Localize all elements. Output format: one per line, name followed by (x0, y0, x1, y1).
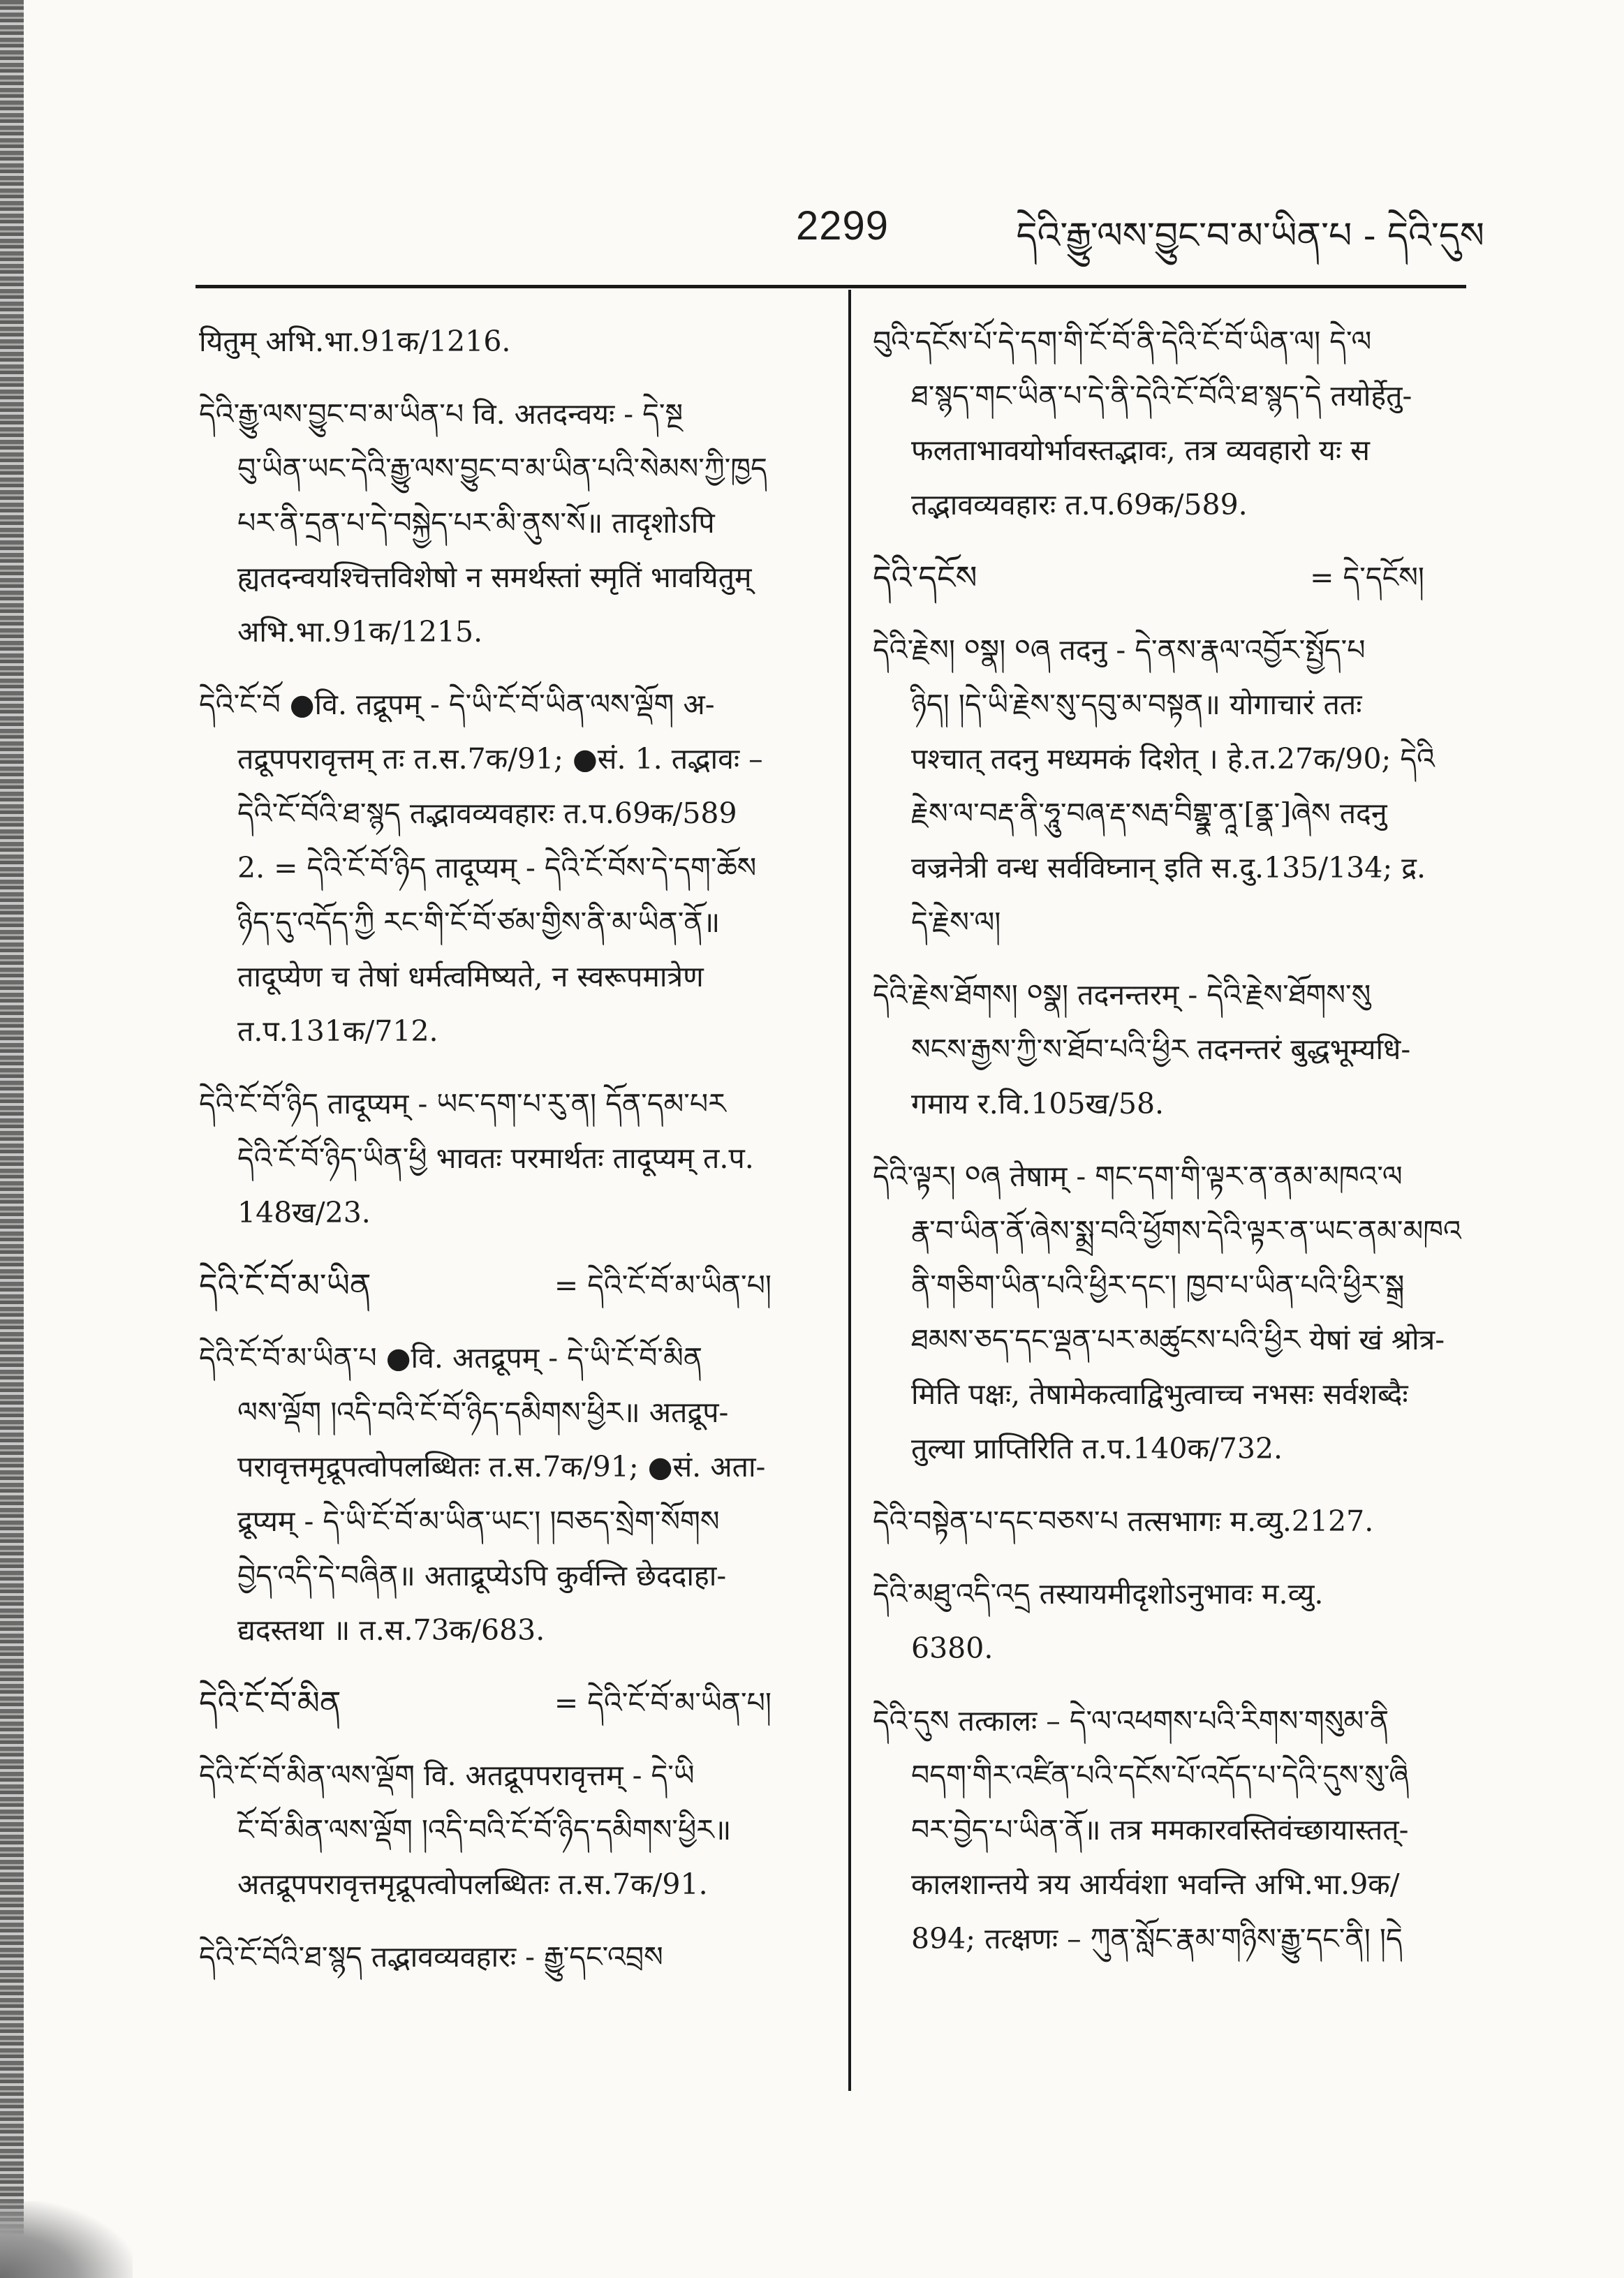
entry-line: तादूप्येण च तेषां धर्मत्वमिष्यते, न स्वरूपमात्रेण (237, 960, 704, 993)
cross-reference (199, 1258, 827, 1312)
entry-line: तद्रूपपरावृत्तम् तः त.स.7क/91; ●सं. 1. तद्भावः – (237, 742, 763, 776)
dictionary-entry (199, 1077, 827, 1240)
page-number: 2299 (796, 203, 889, 249)
entry-line: བདག་གིར་འཛིན་པའི་དངོས་པོ་འདོད་པ་དེའི་དུས་སུ་ཞི (911, 1759, 1409, 1792)
dictionary-entry (873, 1149, 1480, 1476)
dictionary-entry (873, 1494, 1480, 1548)
dictionary-entry (873, 314, 1480, 532)
entry-line: अतद्रूपपरावृत्तमृद्रूपत्वोपलब्धितः त.स.7क/91. (237, 1867, 708, 1901)
entry-line: पश्चात् तदनु मध्यमकं दिशेत् । हे.त.27क/90; དེའི (911, 742, 1435, 776)
column-divider (848, 290, 851, 2091)
entry-line: ह्यतदन्वयश्चित्तविशेषो न समर्थस्तां स्मृतिं भावयितुम् (237, 561, 752, 594)
entry-line: དེའི་རྗེས་ཐོགས། ༠སྣ། तदनन्तरम् - དེའི་རྗེས་ཐོགས་སུ (873, 978, 1371, 1012)
entry-line: རྣ་བ་ཡིན་ནོ་ཞེས་སྨྲ་བའི་ཕྱོགས་དེའི་ལྟར་ན་ཡང་ནམ་མཁའ (911, 1214, 1461, 1248)
entry-line: དེའི་བསྟེན་པ་དང་བཅས་པ तत्सभागः म.व्यु.2127. (873, 1504, 1374, 1538)
entry-line: कालशान्तये त्रय आर्यवंशा भवन्ति अभि.भा.9क/ (911, 1867, 1400, 1901)
entry-line: རྗེས་ལ་བརྡ་ནི་ཧཱུ་བཞ་རྡ་སརྦ་བིགྷྣ་ནཱ་[ནྣ་]ཞེས तदनु (911, 797, 1387, 830)
entry-line: ཉིད་དུ་འདོད་ཀྱི རང་གི་ངོ་བོ་ཙམ་གྱིས་ནི་མ་ཡིན་ནོ॥ (237, 905, 721, 939)
entry-line: དེའི་ངོ་བོའི་ཐ་སྙད तद्भावव्यवहारः त.प.69क/589 (237, 797, 737, 830)
left-column (199, 314, 827, 2002)
running-head: དེའི་རྒྱུ་ལས་བྱུང་བ་མ་ཡིན་པ - དེའི་དུས (1016, 215, 1484, 257)
entry-line: བར་བྱེད་པ་ཡིན་ནོ॥ तत्र ममकारवस्तिवंच्छायास्तत्- (911, 1813, 1409, 1847)
entry-line: སངས་རྒྱས་ཀྱི་ས་ཐོབ་པའི་ཕྱིར तदनन्तरं बुद्धभूम्यधि- (911, 1033, 1411, 1066)
cross-reference-target: = དེའི་ངོ་བོ་མ་ཡིན་པ། (554, 1686, 772, 1719)
dictionary-entry (873, 968, 1480, 1131)
entry-line: त.प.131क/712. (237, 1014, 438, 1048)
entry-line: मिति पक्षः, तेषामेकत्वाद्विभुत्वाच्च नभसः सर्वशब्दैः (911, 1377, 1408, 1411)
entry-headword: དེའི་ངོ་བོ་མ་ཡིན (199, 1266, 371, 1304)
dictionary-entry (873, 1567, 1480, 1676)
entry-line: བྱེད་འདི་དེ་བཞིན॥ अताद्रूप्येऽपि कुर्वन्ति छेददाहा- (237, 1559, 727, 1592)
entry-line: ཉིད། །དེ་ཡི་རྗེས་སུ་དབུ་མ་བསྟན॥ योगाचारं ततः (911, 688, 1362, 721)
dictionary-entry (199, 1748, 827, 1911)
entry-line: དེའི་ངོ་བོ ●वि. तद्रूपम् - དེ་ཡི་ངོ་བོ་ཡིན་ལས་ལྡོག अ- (199, 688, 715, 721)
entry-line: अभि.भा.91क/1215. (237, 615, 483, 649)
entry-line: ཐ་སྙད་གང་ཡིན་པ་དེ་ནི་དེའི་ངོ་བོའི་ཐ་སྙད་དེ तयोर्हेतु- (911, 379, 1412, 413)
entry-line: བུ་ཡིན་ཡང་དེའི་རྒྱུ་ལས་བྱུང་བ་མ་ཡིན་པའི་སེམས་ཀྱི་ཁྱད (237, 452, 767, 485)
entry-line: 2. = དེའི་ངོ་བོ་ཉིད तादूप्यम् - དེའི་ངོ་བོས་དེ་དག་ཆོས (237, 851, 757, 885)
entry-line: དེའི་ངོ་བོ་མ་ཡིན་པ ●वि. अतद्रूपम् - དེ་ཡི་ངོ་བོ་མིན (199, 1341, 703, 1375)
dictionary-entry (873, 623, 1480, 949)
entry-line: 894; तत्क्षणः – ཀུན་སློང་རྣམ་གཉིས་རྒྱུ་དང་ནི། །དེ (911, 1922, 1403, 1955)
dictionary-entry (199, 1331, 827, 1657)
dictionary-entry (873, 550, 1480, 605)
entry-line: དེའི་རྗེས། ༠སྣ། ༠ཞ तदनु - དེ་ནས་རྣལ་འབྱོར་སྤྱོད་པ (873, 633, 1366, 667)
entry-line: དེའི་མཐུ་འདི་འདྲ तस्यायमीदृशोऽनुभावः म.व्यु. (873, 1577, 1324, 1611)
entry-line: तद्भावव्यवहारः त.प.69क/589. (911, 488, 1248, 522)
right-column (873, 314, 1480, 1984)
entry-line: དེའི་ངོ་བོའི་ཐ་སྙད तद्भावव्यवहारः - རྒྱུ་དང་འབྲས (199, 1940, 663, 1974)
entry-line: परावृत्तमृद्रूपत्वोपलब्धितः त.स.7क/91; ●सं. अता- (237, 1450, 766, 1484)
entry-line: तुल्या प्राप्तिरिति त.प.140क/732. (911, 1432, 1283, 1465)
entry-line: དེའི་རྒྱུ་ལས་བྱུང་བ་མ་ཡིན་པ वि. अतदन्वयः - དེ་སྔ (199, 397, 684, 431)
scan-binding-edge (0, 0, 24, 2278)
entry-line: དེའི་ངོ་བོ་ཉིད तादूप्यम् - ཡང་དག་པ་རུ་ན། དོན་དམ་པར (199, 1087, 726, 1120)
entry-line: དེའི་དུས तत्कालः – དེ་ལ་འཕགས་པའི་རིགས་གསུམ་ནི (873, 1704, 1389, 1738)
cross-reference (199, 1676, 827, 1730)
cross-reference (873, 550, 1480, 605)
dictionary-entry (199, 1258, 827, 1312)
entry-line: 148ख/23. (237, 1196, 371, 1229)
entry-line: द्रूप्यम् - དེ་ཡི་ངོ་བོ་མ་ཡིན་ཡང་། །བཅད་སྲེག་སོགས (237, 1504, 720, 1538)
entry-line: द्यदस्तथा ॥ त.स.73क/683. (237, 1613, 545, 1647)
entry-line: དེ་རྗེས་ལ། (911, 905, 1001, 939)
dictionary-entry (199, 1930, 827, 1984)
entry-headword: དེའི་དངོས (873, 559, 977, 596)
entry-line: པར་ནི་དྲན་པ་དེ་བསྐྱེད་པར་མི་ནུས་སོ॥ तादृशोऽपि (237, 506, 715, 540)
entry-line: ངོ་བོ་མིན་ལས་ལྡོག །འདི་བའི་ངོ་བོ་ཉིད་དམིགས་ཕྱིར॥ (237, 1813, 732, 1847)
entry-line: ལས་ལྡོག །འདི་བའི་ངོ་བོ་ཉིད་དམིགས་ཕྱིར॥ अतद्रूप- (237, 1396, 729, 1429)
entry-line: དེའི་ངོ་བོ་ཉིད་ཡིན་ཕྱི भावतः परमार्थतः तादूप्यम् त.प. (237, 1141, 754, 1175)
entry-line: फलताभावयोर्भावस्तद्भावः, तत्र व्यवहारो यः स (911, 434, 1370, 467)
entry-line: བུའི་དངོས་པོ་དེ་དག་གི་ངོ་བོ་ནི་དེའི་ངོ་བོ་ཡིན་ལ། དེ་ལ (873, 325, 1372, 358)
cross-reference-target: = དེ་དངོས། (1310, 561, 1424, 594)
entry-line: 6380. (911, 1632, 994, 1665)
dictionary-entry (199, 314, 827, 369)
entry-line: ཐམས་ཅད་དང་ལྡན་པར་མཚུངས་པའི་ཕྱིར येषां खं श्रोत्र- (911, 1323, 1445, 1356)
entry-line: यितुम् अभि.भा.91क/1216. (199, 325, 511, 358)
entry-line: वज्रनेत्री वन्ध सर्वविघ्नान् इति स.दु.135/134; द्र. (911, 851, 1426, 885)
header-rule (195, 285, 1466, 288)
entry-line: ནི་གཅིག་ཡིན་པའི་ཕྱིར་དང་། ཁྱབ་པ་ཡིན་པའི་ཕྱིར་སྒྲ (911, 1269, 1405, 1302)
dictionary-entry (199, 387, 827, 659)
entry-headword: དེའི་ངོ་བོ་མིན (199, 1684, 341, 1722)
entry-line: गमाय र.वि.105ख/58. (911, 1087, 1165, 1120)
dictionary-entry (199, 1676, 827, 1730)
scan-corner-shadow (0, 2201, 133, 2278)
dictionary-entry (873, 1694, 1480, 1966)
entry-line: དེའི་ལྟར། ༠ཞ तेषाम् - གང་དག་གི་ལྟར་ན་ནམ་མཁའ་ལ (873, 1160, 1403, 1193)
cross-reference-target: = དེའི་ངོ་བོ་མ་ཡིན་པ། (554, 1269, 772, 1302)
dictionary-entry (199, 677, 827, 1058)
entry-line: དེའི་ངོ་བོ་མིན་ལས་ལྡོག वि. अतद्रूपपरावृत्तम् - དེ་ཡི (199, 1759, 695, 1792)
